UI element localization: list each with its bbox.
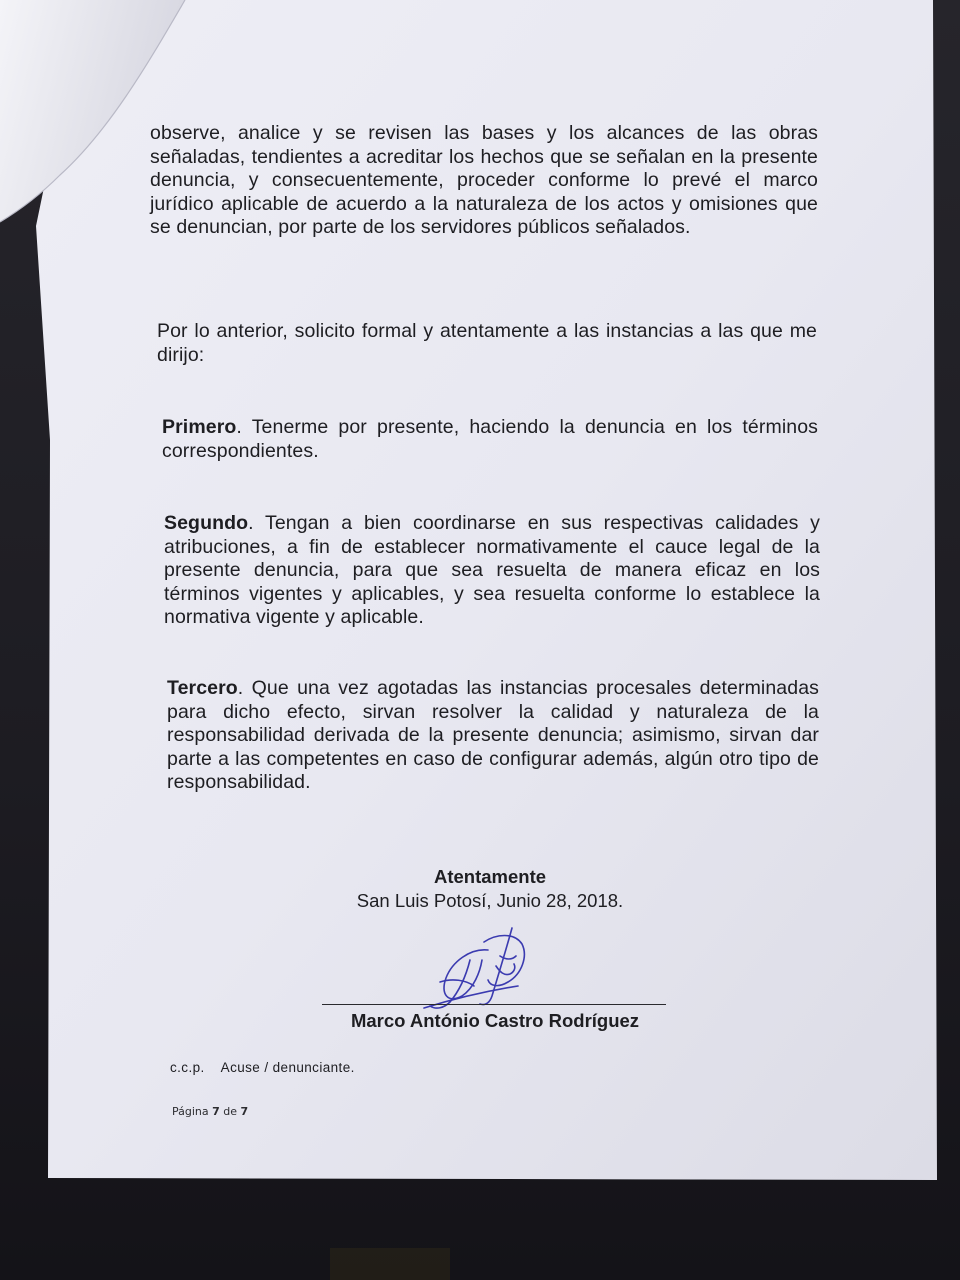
page-of: de	[223, 1105, 238, 1118]
point-label: Primero	[162, 416, 237, 438]
closing-atentamente: Atentamente	[433, 866, 547, 887]
point-tercero	[167, 677, 819, 795]
page-number	[172, 1105, 248, 1118]
ccp-value: Acuse / denunciante.	[220, 1060, 355, 1075]
point-text: . Que una vez agotadas las instancias procesales determinadas para dicho efecto, sirvan resolver la calidad y naturaleza de la responsabilidad derivada de la presente denuncia; asimismo, sirvan dar parte a las competentes en caso de configurar además, algún otro tipo de responsabilidad.	[167, 677, 819, 793]
point-text: . Tenerme por presente, haciendo la denuncia en los términos correspondientes.	[162, 416, 818, 462]
carbon-copy-note	[170, 1060, 355, 1075]
point-primero	[162, 416, 818, 463]
signature-line	[322, 1004, 666, 1005]
paragraph-request: Por lo anterior, solicito formal y atentamente a las instancias a las que me dirijo:	[157, 320, 817, 366]
ccp-label: c.c.p.	[170, 1060, 205, 1075]
page-current: 7	[212, 1105, 220, 1118]
point-label: Segundo	[164, 512, 249, 534]
signer-name: Marco António Castro Rodríguez	[350, 1010, 640, 1031]
paragraph-intro: observe, analice y se revisen las bases y los alcances de las obras señaladas, tendientes a acreditar los hechos que se señalan en la presente denuncia, y consecuentemente, proceder conforme lo prevé el marco jurídico aplicable de acuerdo a la naturaleza de los actos y omisiones que se denuncian, por parte de los servidores públicos señalados.	[150, 122, 818, 238]
point-segundo	[164, 512, 820, 630]
handwritten-signature	[400, 920, 560, 1015]
page-total: 7	[240, 1105, 249, 1118]
place-date: San Luis Potosí, Junio 28, 2018.	[356, 890, 624, 911]
page-label: Página	[172, 1105, 209, 1118]
point-label: Tercero	[167, 677, 238, 699]
point-text: . Tengan a bien coordinarse en sus respectivas calidades y atribuciones, a fin de establecer normativamente el cauce legal de la presente denuncia, para que sea resuelta de manera eficaz en los términos vigentes y aplicables, y sea resuelta conforme lo establece la normativa vigente y aplicable.	[164, 512, 820, 628]
